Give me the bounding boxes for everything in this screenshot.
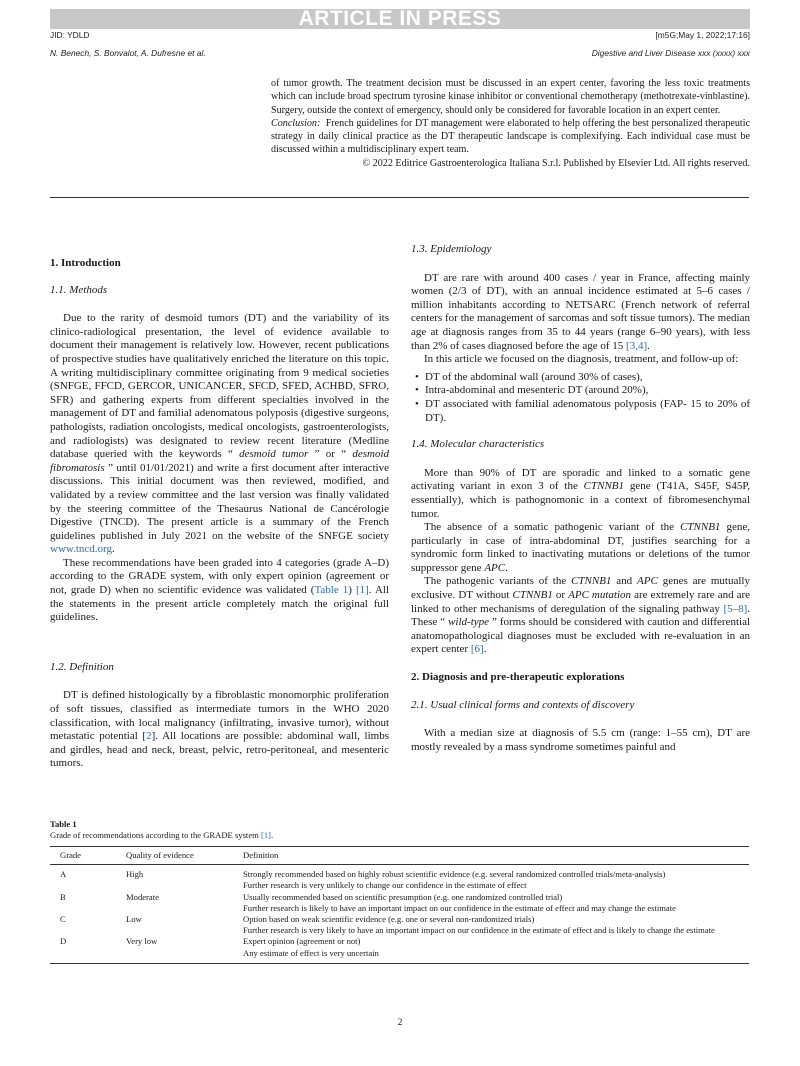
table-label: Table 1 <box>50 819 77 829</box>
text-run: These recommendations have been graded into 4 categories (grade A–D) according to the GRADE system, with only expert opinion (agreement or not, grade D) when no scientific evidence was validated ( <box>50 556 389 597</box>
text-run: The absence of a somatic pathogenic variant of the <box>424 521 675 534</box>
abstract-separator <box>50 197 749 198</box>
subsection-heading-methods: 1.1. Methods <box>50 283 108 296</box>
definition-cell <box>233 865 749 892</box>
definition-line: Option based on weak scientific evidence (e.g. one or several non-randomized trials) <box>243 914 535 925</box>
text-run: . <box>505 561 508 574</box>
table-caption-text <box>50 830 273 841</box>
page-number: 2 <box>397 1018 403 1028</box>
table-header-row <box>50 847 749 865</box>
text-run: or <box>555 589 566 602</box>
definition-cell <box>233 936 749 963</box>
ref-5-8-link[interactable]: [5–8] <box>723 602 748 615</box>
left-column <box>50 257 389 771</box>
definition-line: Further research is very unlikely to change our confidence in the estimate of effect <box>243 880 527 891</box>
column-header-grade: Grade <box>50 847 116 865</box>
definition-line: Further research is very likely to have an important impact on our confidence in the estimate of effect and is likely to change the estimate <box>243 925 715 936</box>
molecular-paragraph-1 <box>411 467 750 521</box>
table-row <box>50 936 749 963</box>
list-item: • DT associated with familial adenomatous polyposis (FAP- 15 to 20% of DT). <box>425 398 750 425</box>
table-1-link[interactable]: Table 1 <box>314 584 349 597</box>
gene-name: APC mutation <box>568 589 632 602</box>
gene-name: CTNNB1 <box>512 589 553 602</box>
text-run: gene, particularly in case of intra-abdominal DT, justifies searching for a syndromic form linked to inactivating mutations or deletions of the tumor suppressor gene <box>411 521 751 574</box>
abstract-conclusion <box>271 117 750 157</box>
text-run: More than 90% of DT are sporadic and linked to a somatic gene activating variant in exon 3 of the <box>411 466 750 493</box>
right-column <box>411 243 750 754</box>
list-item: • Intra-abdominal and mesenteric DT (around 20%), <box>425 384 750 398</box>
subsection-heading-definition: 1.2. Definition <box>50 660 114 673</box>
gene-name: APC <box>637 575 658 588</box>
column-header-definition: Definition <box>233 847 749 865</box>
quality-cell: Moderate <box>126 891 159 902</box>
text-run: . These “ <box>411 602 751 629</box>
grade-cell: A <box>60 869 67 880</box>
quality-cell: High <box>126 869 144 880</box>
table-row <box>50 914 749 936</box>
text-run: DT are rare with around 400 cases / year in France, affecting mainly women (2/3 of DT), with an annual incidence estimated at 5–6 cases / million inhabitants according to NETSARC (French network of referral centers for the management of sarcomas and soft tissue tumors). The median age at diagnosis ranges from 35 to 44 years (range 6–90 years), with less than 2% of cases diagnosed before the age of 15 <box>411 271 750 352</box>
text-run: genes are mutually exclusive. DT without <box>411 575 750 602</box>
table-caption <box>50 819 273 841</box>
text-run: ]. All locations are possible: abdominal wall, limbs and girdles, head and neck, breast, pelvic, retro-peritoneal, and mesenteric tumors. <box>50 730 389 770</box>
methods-paragraph-1 <box>50 312 389 557</box>
definition-line: Further research is likely to have an important impact on our confidence in the estimate of effect and may change the estimate <box>243 902 676 913</box>
keyword: desmoid fibromatosis <box>50 448 390 474</box>
text-run: . All the statements in the present article completely match the original full guidelines. <box>50 584 390 624</box>
text-run: The pathogenic variants of the <box>424 575 567 588</box>
text-run: . <box>271 830 274 840</box>
subsection-heading-epidemiology: 1.3. Epidemiology <box>411 243 492 255</box>
text-run: and <box>616 575 633 588</box>
methods-paragraph-2 <box>50 557 389 625</box>
conclusion-label: Conclusion: <box>271 117 321 129</box>
abstract-results-tail: of tumor growth. The treatment decision must be discussed in an expert center, favoring the less toxic treatments which can include broad spectrum tyrosine kinase inhibitor or conventional chemotherapy (methotrexate-vinblastine). Surgery, outside the context of emergency, should only be considered for favorable location in an expert center. <box>271 78 750 116</box>
section-heading-introduction: 1. Introduction <box>50 257 121 269</box>
gene-name: CTNNB1 <box>571 575 612 588</box>
molecular-paragraph-2 <box>411 521 750 575</box>
running-authors: N. Benech, S. Bonvalot, A. Dufresne et al. <box>50 48 206 58</box>
running-journal: Digestive and Liver Disease xxx (xxxx) xxx <box>591 48 750 58</box>
text-run: DT is defined histologically by a fibroblastic monomorphic proliferation of soft tissues, classified as intermediate tumors in the WHO 2020 classification, with local malignancy (infiltrating, invasive tumor), without metastatic potential [ <box>50 689 389 743</box>
table-ref-1-link[interactable]: [1] <box>260 830 272 840</box>
section-heading-diagnosis: 2. Diagnosis and pre-therapeutic explorations <box>411 671 625 684</box>
epidemiology-paragraph-2: In this article we focused on the diagnosis, treatment, and follow-up of: <box>424 353 739 366</box>
tncd-link[interactable]: www.tncd.org <box>50 543 113 556</box>
abstract-continuation <box>271 77 750 170</box>
definition-line: Strongly recommended based on highly robust scientific evidence (e.g. several randomized controlled trials/meta-analysis) <box>243 869 666 880</box>
gene-name: APC <box>484 561 506 574</box>
column-header-quality: Quality of evidence <box>116 847 233 865</box>
ref-3-4-link[interactable]: [3,4] <box>626 339 648 352</box>
text-run: ) <box>348 584 352 597</box>
grade-table <box>50 846 749 964</box>
definition-line: Usually recommended based on scientific presumption (e.g. one randomized controlled trial) <box>243 891 563 902</box>
text-run: . <box>647 339 650 352</box>
text-run: are extremely rare and are linked to other mechanisms of deregulation of the signaling pathway <box>411 589 751 615</box>
article-in-press-banner: ARTICLE IN PRESS <box>50 9 750 29</box>
copyright-line: © 2022 Editrice Gastroenterologica Italiana S.r.l. Published by Elsevier Ltd. All rights reserved. <box>362 157 750 169</box>
grade-cell: D <box>50 936 116 963</box>
definition-cell <box>233 914 749 936</box>
molecular-paragraph-3 <box>411 575 750 657</box>
list-item: • DT of the abdominal wall (around 30% of cases), <box>425 371 750 385</box>
text-run: ” or “ <box>314 448 347 461</box>
grade-cell: B <box>60 891 66 902</box>
definition-paragraph <box>50 689 389 771</box>
text-run: ” forms should be considered with caution and differential anatomopathological diagnoses must be excluded with re-evaluation in an expert center <box>411 616 751 656</box>
subsection-heading-clinical-forms: 2.1. Usual clinical forms and contexts of discovery <box>411 698 635 711</box>
conclusion-text: French guidelines for DT management were elaborated to help offering the best personalized therapeutic strategy in daily clinical practice as the DT therapeutic landscape is complexifying. Each individual case must be discussed within a multidisciplinary expert team. <box>271 117 751 156</box>
quality-cell: Low <box>126 914 142 925</box>
table-row <box>50 892 749 914</box>
text-run: . <box>483 643 487 656</box>
gene-name: CTNNB1 <box>583 480 625 493</box>
definition-line: Expert opinion (agreement or not) <box>243 936 361 947</box>
text-run: gene (T41A, S45F, S45P, essentially), which is pathognomonic in a context of fibromesenchymal tumor. <box>411 480 751 520</box>
build-stamp: [m5G;May 1, 2022;17:16] <box>655 30 750 40</box>
quality-cell: Very low <box>116 936 233 963</box>
ref-1-link[interactable]: [1] <box>355 584 369 597</box>
clinical-forms-paragraph: With a median size at diagnosis of 5.5 cm (range: 1–55 cm), DT are mostly revealed by a mass syndrome sometimes painful and <box>411 727 750 753</box>
keyword: desmoid tumor <box>239 448 309 461</box>
ref-6-link[interactable]: [6] <box>470 643 484 656</box>
term: wild-type <box>448 616 490 629</box>
text-run: . <box>112 543 115 556</box>
epidemiology-paragraph-1 <box>411 272 750 354</box>
journal-id: JID: YDLD <box>50 30 90 40</box>
ref-2-link[interactable]: 2 <box>146 730 152 743</box>
subsection-heading-molecular: 1.4. Molecular characteristics <box>411 438 545 451</box>
definition-cell <box>233 892 749 914</box>
text-run: ” until 01/01/2021) and write a first document after interactive discussions. This initial document was then reviewed, modified, and validated by a review committee and the last version was finally validated by the steering committee of the Thesaurus National de Cancérologie Digestive (TNCD). The present article is a summary of the French guidelines published in July 2021 on the website of the SNFGE society <box>50 461 389 542</box>
gene-name: CTNNB1 <box>680 521 721 534</box>
text-run: Due to the rarity of desmoid tumors (DT) and the variability of its clinico-radiological presentation, the level of evidence available to document their management is relatively low. However, recent publications of prospective studies have qualitatively enriched the literature on this topic. A writing multidisciplinary committee originating from 9 medical societies (SNFGE, FFCD, GERCOR, UNICANCER, SFCD, SFED, ACHBD, SFRO, SFR) and gathering experts from different specialties involved in the management of DT and familial adenomatous polyposis (digestive surgeons, pathologists, radiation oncologists, medical oncologists, gastroenterologists, and radiologists) was designated to review recent literature (Medline database queried with the keywords “ <box>50 312 389 461</box>
grade-cell: C <box>60 914 66 925</box>
text-run: Grade of recommendations according to the GRADE system <box>50 830 259 840</box>
definition-line: Any estimate of effect is very uncertain <box>243 947 379 958</box>
table-row <box>50 865 749 892</box>
focus-list <box>411 371 750 425</box>
